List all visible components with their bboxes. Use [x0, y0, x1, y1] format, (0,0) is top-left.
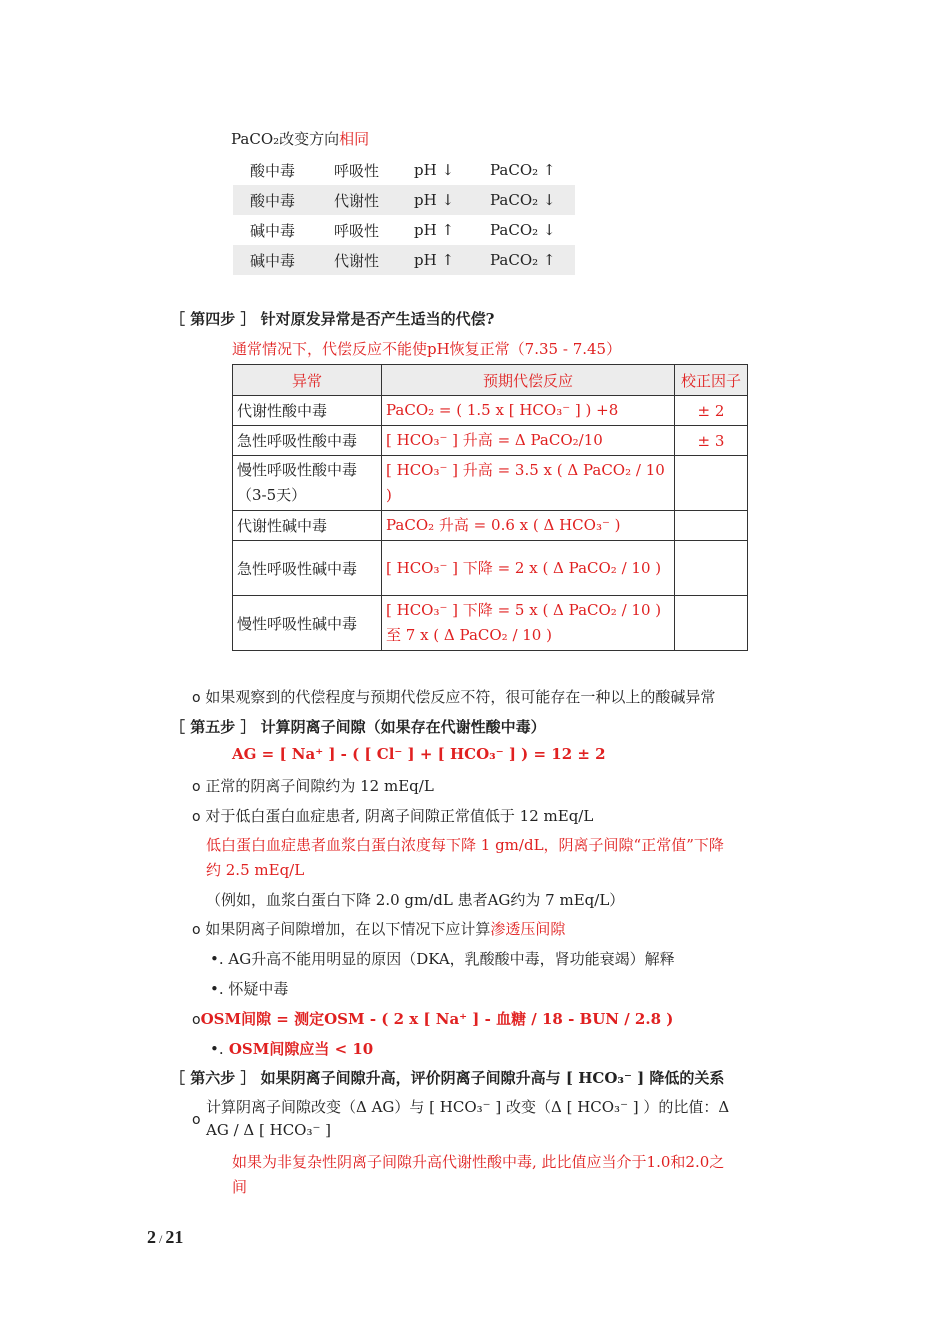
compensation-table [232, 364, 748, 651]
albumin-correction-line1: 低白蛋白血症患者血浆白蛋白浓度每下降 1 gm/dL，阴离子间隙“正常值”下降 [206, 836, 724, 854]
ratio-note-line1: 如果为非复杂性阴离子间隙升高代谢性酸中毒, 此比值应当介于1.0和2.0之 [232, 1153, 725, 1171]
mismatch-text: 如果观察到的代偿程度与预期代偿反应不符，很可能存在一种以上的酸碱异常 [205, 688, 716, 706]
table-row [233, 456, 748, 511]
cell-disorder: 慢性呼吸性碱中毒 [233, 596, 382, 651]
cell-factor: ± 2 [675, 396, 748, 426]
table-row [233, 245, 575, 275]
table-row [233, 511, 748, 541]
ratio-note-line2: 间 [232, 1178, 248, 1196]
osm-formula: OSM间隙 = 测定OSM - ( 2 x [ Na⁺ ] - 血糖 / 18 - BUN / 2.8 ) [200, 1010, 674, 1028]
table-row [233, 155, 575, 185]
table-row [233, 541, 748, 596]
cell-ph: pH ↓ [414, 161, 455, 179]
cell-cause: 代谢性 [334, 245, 414, 275]
cell-factor [675, 596, 748, 651]
dot-marker: •. [210, 1040, 224, 1058]
page-total: 21 [165, 1227, 184, 1247]
cell-type: 碱中毒 [250, 221, 296, 240]
osm-gap-bullet [192, 918, 565, 939]
bullet-marker [192, 1110, 201, 1128]
intro-prefix: PaCO₂改变方向 [231, 130, 340, 148]
cell-paco2: PaCO₂ ↓ [490, 185, 575, 215]
step6-heading: ［ 第六步 ］ 如果阴离子间隙升高，评价阴离子间隙升高与 [ HCO₃⁻ ] 降低的关系 [170, 1069, 725, 1087]
cell-factor [675, 456, 748, 511]
cell-response: PaCO₂ = ( 1.5 x [ HCO₃⁻ ] ) +8 [382, 396, 675, 426]
cell-disorder: 急性呼吸性酸中毒 [233, 426, 382, 456]
intro-line [231, 128, 369, 149]
osm-condition-2-text: 怀疑中毒 [228, 980, 289, 998]
albumin-correction-line2: 约 2.5 mEq/L [206, 861, 305, 879]
cell-factor [675, 511, 748, 541]
direction-table [233, 155, 575, 275]
table-row [233, 396, 748, 426]
cell-type: 酸中毒 [250, 161, 296, 180]
normal-ag-bullet [192, 775, 434, 796]
page-number [147, 1227, 183, 1248]
cell-factor: ± 3 [675, 426, 748, 456]
header-response: 预期代偿反应 [382, 365, 675, 396]
cell-disorder: 代谢性酸中毒 [233, 396, 382, 426]
cell-response: [ HCO₃⁻ ] 下降 = 5 x ( Δ PaCO₂ / 10 ) 至 7 x ( Δ PaCO₂ / 10 ) [382, 596, 675, 651]
cell-cause: 呼吸性 [334, 161, 380, 180]
header-factor: 校正因子 [675, 365, 748, 396]
osm-condition-2 [210, 978, 288, 999]
cell-paco2: PaCO₂ ↑ [490, 161, 556, 179]
cell-response: [ HCO₃⁻ ] 升高 = 3.5 x ( Δ PaCO₂ / 10 ) [382, 456, 675, 511]
cell-type: 酸中毒 [233, 185, 334, 215]
table-row [233, 185, 575, 215]
cell-ph: pH ↑ [414, 245, 490, 275]
cell-response: PaCO₂ 升高 = 0.6 x ( Δ HCO₃⁻ ) [382, 511, 675, 541]
osm-formula-line [192, 1008, 673, 1029]
cell-disorder: 急性呼吸性碱中毒 [233, 541, 382, 596]
header-disorder: 异常 [233, 365, 382, 396]
dot-marker: •. [210, 980, 224, 998]
intro-highlight: 相同 [339, 130, 370, 148]
ratio-line2: AG / Δ [ HCO₃⁻ ] [206, 1121, 332, 1139]
cell-disorder: 慢性呼吸性酸中毒（3-5天） [233, 456, 382, 511]
cell-response: [ HCO₃⁻ ] 下降 = 2 x ( Δ PaCO₂ / 10 ) [382, 541, 675, 596]
cell-paco2: PaCO₂ ↓ [490, 221, 556, 239]
hypoalbumin-text: 对于低白蛋白血症患者, 阴离子间隙正常值低于 12 mEq/L [205, 807, 594, 825]
dot-marker: •. [210, 950, 224, 968]
table-header-row [233, 365, 748, 396]
page-current: 2 [147, 1227, 156, 1247]
cell-response: [ HCO₃⁻ ] 升高 = Δ PaCO₂/10 [382, 426, 675, 456]
table-row [233, 426, 748, 456]
osm-condition-1-text: AG升高不能用明显的原因（DKA，乳酸酸中毒，肾功能衰竭）解释 [228, 950, 675, 968]
normal-ag-text: 正常的阴离子间隙约为 12 mEq/L [205, 777, 434, 795]
osm-note: OSM间隙应当 < 10 [228, 1040, 374, 1058]
table-row [233, 215, 575, 245]
osm-condition-1 [210, 948, 675, 969]
osm-gap-text: 如果阴离子间隙增加，在以下情况下应计算 [205, 920, 491, 938]
bullet-marker: o [192, 1012, 201, 1028]
page-separator: / [156, 1232, 166, 1246]
step4-heading: ［ 第四步 ］ 针对原发异常是否产生适当的代偿? [170, 310, 495, 328]
bullet-marker: o [192, 1112, 201, 1128]
ag-formula: AG = [ Na⁺ ] - ( [ Cl⁻ ] + [ HCO₃⁻ ] ) = 12 ± 2 [232, 745, 606, 763]
cell-factor [675, 541, 748, 596]
step5-heading: ［ 第五步 ］ 计算阴离子间隙（如果存在代谢性酸中毒） [170, 718, 546, 736]
table-row [233, 596, 748, 651]
cell-cause: 代谢性 [334, 185, 414, 215]
bullet-marker: o [192, 922, 201, 938]
cell-paco2: PaCO₂ ↑ [490, 245, 575, 275]
albumin-example: （例如，血浆白蛋白下降 2.0 gm/dL 患者AG约为 7 mEq/L） [206, 891, 625, 909]
bullet-marker: o [192, 809, 201, 825]
cell-ph: pH ↑ [414, 221, 455, 239]
ratio-line1: 计算阴离子间隙改变（Δ AG）与 [ HCO₃⁻ ] 改变（Δ [ HCO₃⁻ ] ）的比值：Δ [206, 1098, 730, 1116]
bullet-marker: o [192, 779, 201, 795]
osm-note-line [210, 1038, 373, 1059]
cell-disorder: 代谢性碱中毒 [233, 511, 382, 541]
cell-cause: 呼吸性 [334, 221, 380, 240]
step4-note: 通常情况下，代偿反应不能使pH恢复正常（7.35 - 7.45） [232, 340, 622, 358]
osm-gap-highlight: 渗透压间隙 [490, 920, 566, 938]
cell-ph: pH ↓ [414, 185, 490, 215]
hypoalbumin-bullet [192, 805, 593, 826]
cell-type: 碱中毒 [233, 245, 334, 275]
bullet-marker: o [192, 690, 201, 706]
mismatch-bullet [192, 686, 715, 707]
